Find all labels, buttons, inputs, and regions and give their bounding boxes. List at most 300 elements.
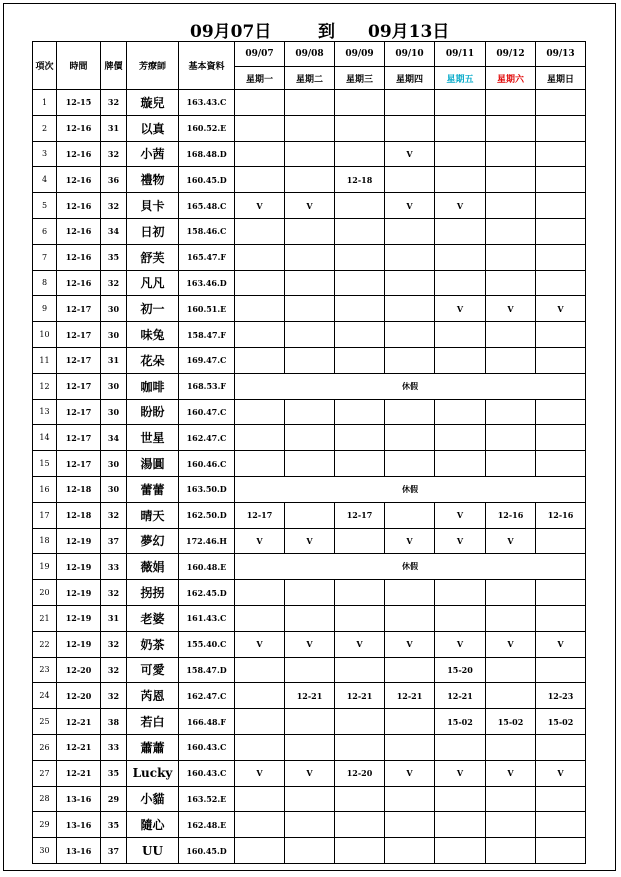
row-therapist-name: Lucky [127, 760, 179, 786]
row-basic-info: 163.52.E [179, 786, 235, 812]
row-therapist-name: 璇兒 [127, 90, 179, 116]
row-basic-info: 162.47.C [179, 425, 235, 451]
row-price: 32 [101, 270, 127, 296]
row-therapist-name: 花朵 [127, 347, 179, 373]
row-index: 7 [33, 244, 57, 270]
schedule-cell [435, 141, 486, 167]
schedule-cell [536, 605, 586, 631]
schedule-cell: V [536, 760, 586, 786]
row-therapist-name: 可愛 [127, 657, 179, 683]
header-weekday: 星期三 [335, 67, 385, 90]
header-basic: 基本資料 [179, 42, 235, 90]
schedule-cell [385, 90, 435, 116]
schedule-cell [536, 244, 586, 270]
header-date: 09/09 [335, 42, 385, 67]
schedule-cell [235, 425, 285, 451]
schedule-cell [486, 605, 536, 631]
table-row [33, 90, 586, 116]
schedule-cell [285, 218, 335, 244]
schedule-cell [285, 657, 335, 683]
row-index: 5 [33, 193, 57, 219]
schedule-cell [335, 244, 385, 270]
schedule-cell [285, 838, 335, 864]
row-time: 12-16 [57, 244, 101, 270]
row-price: 34 [101, 425, 127, 451]
row-basic-info: 162.47.C [179, 683, 235, 709]
row-therapist-name: 老婆 [127, 605, 179, 631]
schedule-cell [385, 347, 435, 373]
schedule-cell [435, 812, 486, 838]
row-price: 33 [101, 734, 127, 760]
row-index: 29 [33, 812, 57, 838]
schedule-cell [285, 296, 335, 322]
row-price: 34 [101, 218, 127, 244]
schedule-cell [285, 709, 335, 735]
row-price: 35 [101, 760, 127, 786]
table-row [33, 580, 586, 606]
row-basic-info: 158.47.D [179, 657, 235, 683]
schedule-cell [235, 347, 285, 373]
schedule-cell [536, 812, 586, 838]
table-row [33, 528, 586, 554]
row-time: 12-21 [57, 760, 101, 786]
schedule-cell: V [285, 760, 335, 786]
row-therapist-name: 咖啡 [127, 373, 179, 399]
schedule-cell [235, 270, 285, 296]
row-index: 12 [33, 373, 57, 399]
row-basic-info: 163.46.D [179, 270, 235, 296]
row-basic-info: 160.52.E [179, 115, 235, 141]
schedule-cell: V [486, 631, 536, 657]
row-therapist-name: 禮物 [127, 167, 179, 193]
row-basic-info: 162.48.E [179, 812, 235, 838]
schedule-cell: V [435, 193, 486, 219]
schedule-cell [235, 451, 285, 477]
schedule-cell: 15-02 [435, 709, 486, 735]
schedule-cell [235, 296, 285, 322]
row-price: 32 [101, 90, 127, 116]
row-therapist-name: 蕾蕾 [127, 476, 179, 502]
schedule-cell: V [285, 193, 335, 219]
row-therapist-name: 小貓 [127, 786, 179, 812]
schedule-cell [536, 167, 586, 193]
row-time: 12-19 [57, 605, 101, 631]
table-row [33, 373, 586, 399]
table-row [33, 838, 586, 864]
row-time: 12-17 [57, 373, 101, 399]
row-therapist-name: 世星 [127, 425, 179, 451]
schedule-cell: 12-21 [285, 683, 335, 709]
schedule-cell [335, 347, 385, 373]
schedule-cell: 12-21 [385, 683, 435, 709]
schedule-cell [435, 244, 486, 270]
schedule-cell [536, 270, 586, 296]
schedule-cell [435, 347, 486, 373]
row-time: 12-19 [57, 528, 101, 554]
schedule-cell [235, 580, 285, 606]
schedule-cell [285, 605, 335, 631]
schedule-cell [285, 270, 335, 296]
row-therapist-name: 薇娟 [127, 554, 179, 580]
schedule-cell [536, 322, 586, 348]
schedule-cell [385, 296, 435, 322]
schedule-cell: 12-17 [235, 502, 285, 528]
row-therapist-name: 小茜 [127, 141, 179, 167]
row-index: 30 [33, 838, 57, 864]
schedule-cell: V [385, 193, 435, 219]
row-price: 32 [101, 193, 127, 219]
table-row [33, 193, 586, 219]
row-index: 20 [33, 580, 57, 606]
table-row [33, 657, 586, 683]
header-weekday: 星期六 [486, 67, 536, 90]
schedule-cell [335, 141, 385, 167]
schedule-cell [435, 425, 486, 451]
schedule-cell [235, 218, 285, 244]
table-row [33, 451, 586, 477]
schedule-cell [285, 90, 335, 116]
schedule-cell [235, 709, 285, 735]
schedule-cell: V [486, 296, 536, 322]
schedule-cell [235, 605, 285, 631]
header-date: 09/11 [435, 42, 486, 67]
table-row [33, 683, 586, 709]
schedule-cell: V [235, 193, 285, 219]
row-therapist-name: 湯圓 [127, 451, 179, 477]
schedule-cell [285, 502, 335, 528]
row-index: 13 [33, 399, 57, 425]
table-row [33, 502, 586, 528]
schedule-cell [435, 734, 486, 760]
schedule-cell [385, 502, 435, 528]
table-row [33, 812, 586, 838]
table-row [33, 270, 586, 296]
schedule-cell [385, 322, 435, 348]
row-day-off: 休假 [235, 476, 586, 502]
row-basic-info: 168.53.F [179, 373, 235, 399]
header-date: 09/07 [235, 42, 285, 67]
row-therapist-name: 若白 [127, 709, 179, 735]
row-basic-info: 172.46.H [179, 528, 235, 554]
schedule-cell [385, 709, 435, 735]
header-weekday: 星期日 [536, 67, 586, 90]
row-price: 30 [101, 476, 127, 502]
schedule-cell: V [435, 631, 486, 657]
schedule-cell [486, 657, 536, 683]
schedule-cell [385, 115, 435, 141]
schedule-cell [486, 580, 536, 606]
schedule-cell [435, 322, 486, 348]
schedule-cell [486, 425, 536, 451]
schedule-cell [536, 399, 586, 425]
row-price: 32 [101, 502, 127, 528]
schedule-cell [335, 709, 385, 735]
schedule-cell: 12-21 [435, 683, 486, 709]
schedule-cell [335, 90, 385, 116]
row-price: 35 [101, 812, 127, 838]
schedule-cell [385, 425, 435, 451]
schedule-cell [385, 167, 435, 193]
row-therapist-name: 貝卡 [127, 193, 179, 219]
schedule-cell: 12-16 [486, 502, 536, 528]
schedule-cell [235, 90, 285, 116]
row-basic-info: 169.47.C [179, 347, 235, 373]
row-therapist-name: 味兔 [127, 322, 179, 348]
row-price: 31 [101, 605, 127, 631]
schedule-cell [486, 141, 536, 167]
header-date: 09/08 [285, 42, 335, 67]
table-row [33, 115, 586, 141]
row-time: 12-18 [57, 502, 101, 528]
row-basic-info: 168.48.D [179, 141, 235, 167]
schedule-cell [385, 657, 435, 683]
schedule-cell [235, 657, 285, 683]
row-index: 4 [33, 167, 57, 193]
schedule-cell [385, 399, 435, 425]
schedule-cell [536, 580, 586, 606]
table-row [33, 605, 586, 631]
schedule-table [32, 41, 586, 864]
schedule-cell [235, 141, 285, 167]
schedule-cell [285, 451, 335, 477]
table-row [33, 554, 586, 580]
header-date: 09/12 [486, 42, 536, 67]
row-basic-info: 161.43.C [179, 605, 235, 631]
schedule-cell: 15-20 [435, 657, 486, 683]
row-time: 13-16 [57, 812, 101, 838]
schedule-cell [335, 193, 385, 219]
schedule-cell [486, 244, 536, 270]
schedule-cell: 12-20 [335, 760, 385, 786]
row-time: 12-15 [57, 90, 101, 116]
schedule-cell: V [435, 528, 486, 554]
schedule-cell: V [285, 528, 335, 554]
schedule-cell [435, 451, 486, 477]
schedule-cell [486, 683, 536, 709]
row-index: 2 [33, 115, 57, 141]
schedule-cell [536, 657, 586, 683]
row-index: 6 [33, 218, 57, 244]
row-therapist-name: 日初 [127, 218, 179, 244]
schedule-cell [285, 167, 335, 193]
row-day-off: 休假 [235, 554, 586, 580]
row-time: 12-16 [57, 115, 101, 141]
schedule-cell [335, 218, 385, 244]
row-price: 30 [101, 373, 127, 399]
schedule-cell [335, 786, 385, 812]
row-index: 3 [33, 141, 57, 167]
schedule-cell [435, 838, 486, 864]
schedule-cell [536, 115, 586, 141]
row-time: 12-16 [57, 270, 101, 296]
row-therapist-name: 芮恩 [127, 683, 179, 709]
row-index: 21 [33, 605, 57, 631]
schedule-cell: V [235, 528, 285, 554]
schedule-cell [435, 115, 486, 141]
table-row [33, 709, 586, 735]
row-price: 38 [101, 709, 127, 735]
row-time: 12-21 [57, 709, 101, 735]
schedule-cell [486, 347, 536, 373]
schedule-cell: 12-21 [335, 683, 385, 709]
row-day-off: 休假 [235, 373, 586, 399]
row-basic-info: 163.43.C [179, 90, 235, 116]
row-time: 12-18 [57, 476, 101, 502]
schedule-cell: V [285, 631, 335, 657]
schedule-cell: V [536, 631, 586, 657]
schedule-cell [435, 90, 486, 116]
row-price: 36 [101, 167, 127, 193]
header-weekday: 星期五 [435, 67, 486, 90]
schedule-cell [285, 425, 335, 451]
table-row [33, 347, 586, 373]
schedule-cell: V [385, 760, 435, 786]
schedule-cell [385, 734, 435, 760]
row-therapist-name: 凡凡 [127, 270, 179, 296]
row-basic-info: 160.43.C [179, 760, 235, 786]
row-price: 30 [101, 451, 127, 477]
row-therapist-name: 盼盼 [127, 399, 179, 425]
schedule-cell [335, 657, 385, 683]
schedule-cell: 12-18 [335, 167, 385, 193]
table-row [33, 167, 586, 193]
row-therapist-name: 拐拐 [127, 580, 179, 606]
schedule-cell [435, 218, 486, 244]
schedule-cell [335, 322, 385, 348]
row-index: 28 [33, 786, 57, 812]
row-basic-info: 160.48.E [179, 554, 235, 580]
row-therapist-name: 蕭蕭 [127, 734, 179, 760]
schedule-cell [285, 115, 335, 141]
schedule-cell [486, 734, 536, 760]
row-therapist-name: 隨心 [127, 812, 179, 838]
row-time: 12-20 [57, 657, 101, 683]
schedule-cell [335, 451, 385, 477]
schedule-cell [235, 322, 285, 348]
schedule-cell: V [235, 760, 285, 786]
row-basic-info: 160.51.E [179, 296, 235, 322]
schedule-cell [536, 451, 586, 477]
schedule-cell [536, 218, 586, 244]
schedule-cell [486, 193, 536, 219]
schedule-cell [235, 786, 285, 812]
schedule-cell: V [486, 760, 536, 786]
row-time: 12-17 [57, 296, 101, 322]
table-row [33, 322, 586, 348]
row-index: 11 [33, 347, 57, 373]
schedule-cell [235, 683, 285, 709]
table-row [33, 218, 586, 244]
row-basic-info: 158.46.C [179, 218, 235, 244]
row-time: 12-19 [57, 580, 101, 606]
row-price: 30 [101, 399, 127, 425]
schedule-cell [385, 786, 435, 812]
schedule-cell [536, 90, 586, 116]
schedule-cell [285, 141, 335, 167]
row-index: 10 [33, 322, 57, 348]
row-therapist-name: 晴天 [127, 502, 179, 528]
row-price: 30 [101, 296, 127, 322]
row-price: 32 [101, 657, 127, 683]
header-weekday: 星期一 [235, 67, 285, 90]
schedule-cell [486, 115, 536, 141]
schedule-cell [385, 838, 435, 864]
schedule-cell [335, 605, 385, 631]
schedule-cell: 12-16 [536, 502, 586, 528]
schedule-cell: V [536, 296, 586, 322]
schedule-cell [486, 812, 536, 838]
row-basic-info: 158.47.F [179, 322, 235, 348]
table-row [33, 631, 586, 657]
row-therapist-name: 舒芙 [127, 244, 179, 270]
row-basic-info: 162.45.D [179, 580, 235, 606]
schedule-cell [235, 115, 285, 141]
table-row [33, 244, 586, 270]
row-index: 19 [33, 554, 57, 580]
row-index: 16 [33, 476, 57, 502]
schedule-cell [536, 425, 586, 451]
header-date: 09/13 [536, 42, 586, 67]
schedule-cell: 15-02 [536, 709, 586, 735]
header-date: 09/10 [385, 42, 435, 67]
row-basic-info: 162.50.D [179, 502, 235, 528]
row-index: 24 [33, 683, 57, 709]
row-basic-info: 165.47.F [179, 244, 235, 270]
schedule-cell [335, 734, 385, 760]
schedule-cell [335, 399, 385, 425]
row-index: 26 [33, 734, 57, 760]
title-start-date: 09月07日 [190, 22, 272, 42]
schedule-cell [435, 605, 486, 631]
schedule-cell [285, 734, 335, 760]
row-price: 32 [101, 141, 127, 167]
title-to: 到 [318, 22, 335, 42]
row-index: 15 [33, 451, 57, 477]
schedule-cell [335, 838, 385, 864]
schedule-cell [235, 244, 285, 270]
row-index: 17 [33, 502, 57, 528]
row-therapist-name: 奶茶 [127, 631, 179, 657]
schedule-cell: V [385, 631, 435, 657]
row-index: 9 [33, 296, 57, 322]
schedule-cell [235, 167, 285, 193]
table-row [33, 476, 586, 502]
row-basic-info: 166.48.F [179, 709, 235, 735]
row-price: 32 [101, 683, 127, 709]
table-row [33, 760, 586, 786]
schedule-cell [536, 734, 586, 760]
schedule-cell [486, 90, 536, 116]
schedule-cell: 15-02 [486, 709, 536, 735]
row-basic-info: 155.40.C [179, 631, 235, 657]
table-row [33, 734, 586, 760]
row-price: 30 [101, 322, 127, 348]
row-time: 13-16 [57, 786, 101, 812]
schedule-cell [285, 322, 335, 348]
table-row [33, 296, 586, 322]
schedule-cell [486, 399, 536, 425]
schedule-cell [335, 425, 385, 451]
schedule-cell [435, 580, 486, 606]
schedule-cell [285, 347, 335, 373]
row-therapist-name: 初一 [127, 296, 179, 322]
row-therapist-name: 夢幻 [127, 528, 179, 554]
row-time: 12-19 [57, 554, 101, 580]
row-time: 12-16 [57, 218, 101, 244]
schedule-cell [435, 270, 486, 296]
row-basic-info: 160.47.C [179, 399, 235, 425]
row-time: 12-17 [57, 425, 101, 451]
